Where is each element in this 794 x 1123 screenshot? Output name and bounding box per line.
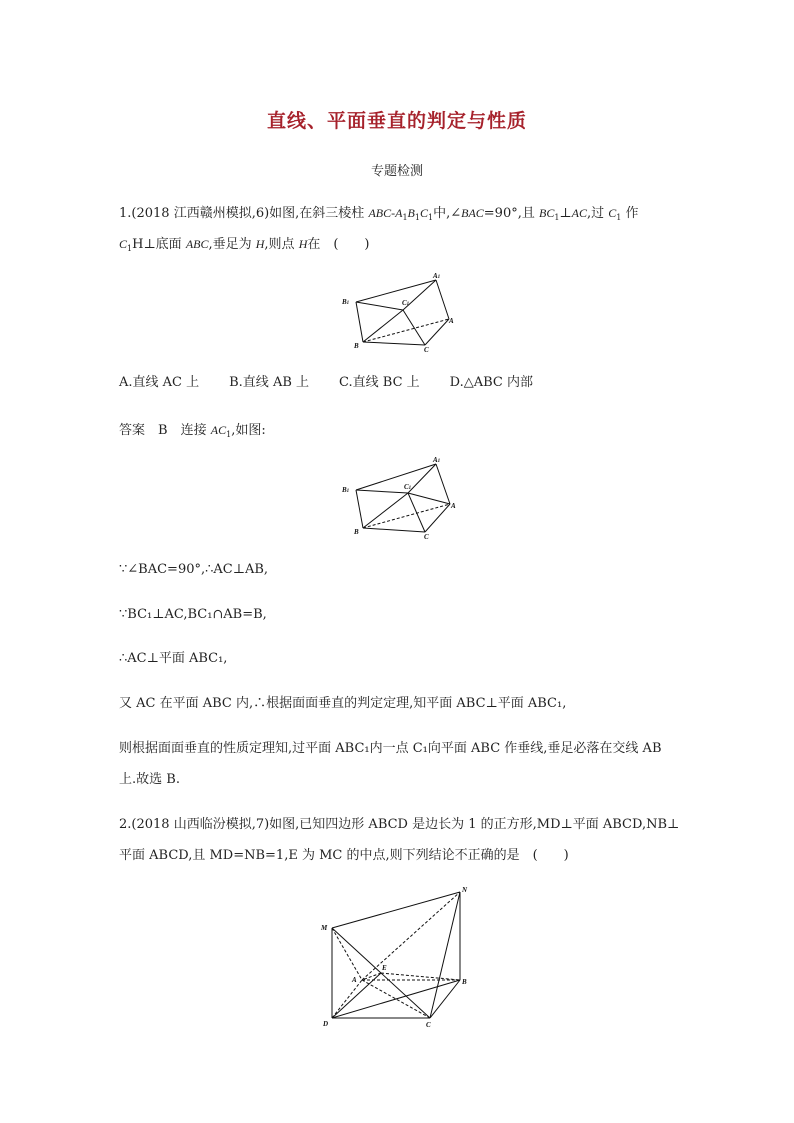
label-D: D xyxy=(323,1020,329,1028)
label-A-answer: A xyxy=(451,502,456,510)
question-2-line-2: 平面 ABCD,且 MD=NB=1,E 为 MC 的中点,则下列结论不正确的是 ( ) xyxy=(119,848,569,863)
label-C1: C1 xyxy=(402,299,410,307)
page-title: 直线、平面垂直的判定与性质 xyxy=(266,110,527,132)
label-A1-answer: A1 xyxy=(433,456,441,464)
answer-1-step-2: ∵BC₁⊥AC,BC₁∩AB=B, xyxy=(119,607,267,622)
label-C: C xyxy=(424,346,429,354)
label-B1: B1 xyxy=(342,298,350,306)
label-C-answer: C xyxy=(424,533,429,541)
label-B-answer: B xyxy=(354,528,359,536)
label-M: M xyxy=(321,924,328,932)
label-B1-answer: B1 xyxy=(342,486,350,494)
label-C2: C xyxy=(426,1021,431,1029)
answer-1-step-6: 上.故选 B. xyxy=(119,772,180,787)
prism-figure-answer xyxy=(336,452,462,542)
question-2-line-1: 2.(2018 山西临汾模拟,7)如图,已知四边形 ABCD 是边长为 1 的正方形,MD⊥平面 ABCD,NB⊥ xyxy=(119,817,680,832)
answer-1-step-1: ∵∠BAC=90°,∴AC⊥AB, xyxy=(119,562,269,577)
answer-1-line: 答案 B 连接 $AC_1$,如图: xyxy=(119,423,266,439)
label-B: B xyxy=(354,342,359,350)
square-figure xyxy=(316,880,476,1030)
label-N: N xyxy=(462,886,468,894)
label-B2: B xyxy=(462,978,467,986)
label-E: E xyxy=(382,964,387,972)
label-A1: A1 xyxy=(433,272,441,280)
page-subtitle: 专题检测 xyxy=(370,164,423,179)
option-b: B.直线 AB 上 xyxy=(229,375,310,390)
option-a: A.直线 AC 上 xyxy=(119,375,200,390)
label-A2: A xyxy=(352,976,357,984)
option-c: C.直线 BC 上 xyxy=(339,375,420,390)
question-1-line-1: 1.(2018 江西赣州模拟,6)如图,在斜三棱柱 ABC-$A_1B_1C_1$中,∠BAC=90°,且 $BC_1\perp AC$,过 $C_1$ 作 xyxy=(119,206,639,222)
answer-1-step-3: ∴AC⊥平面 ABC₁, xyxy=(119,651,228,666)
question-1-options xyxy=(119,375,679,391)
label-A: A xyxy=(449,317,454,325)
option-d: D.△ABC 内部 xyxy=(449,375,534,390)
answer-1-step-5: 则根据面面垂直的性质定理知,过平面 ABC₁内一点 C₁向平面 ABC 作垂线,垂足必落在交线 AB xyxy=(119,741,662,756)
label-C1-answer: C1 xyxy=(404,483,412,491)
question-1-line-2: $C_1H\perp$底面 ABC,垂足为 H,则点 H在 ( ) xyxy=(119,237,370,253)
answer-1-step-4: 又 AC 在平面 ABC 内,∴根据面面垂直的判定定理,知平面 ABC⊥平面 ABC₁, xyxy=(119,696,567,711)
prism-figure-question xyxy=(336,268,462,358)
